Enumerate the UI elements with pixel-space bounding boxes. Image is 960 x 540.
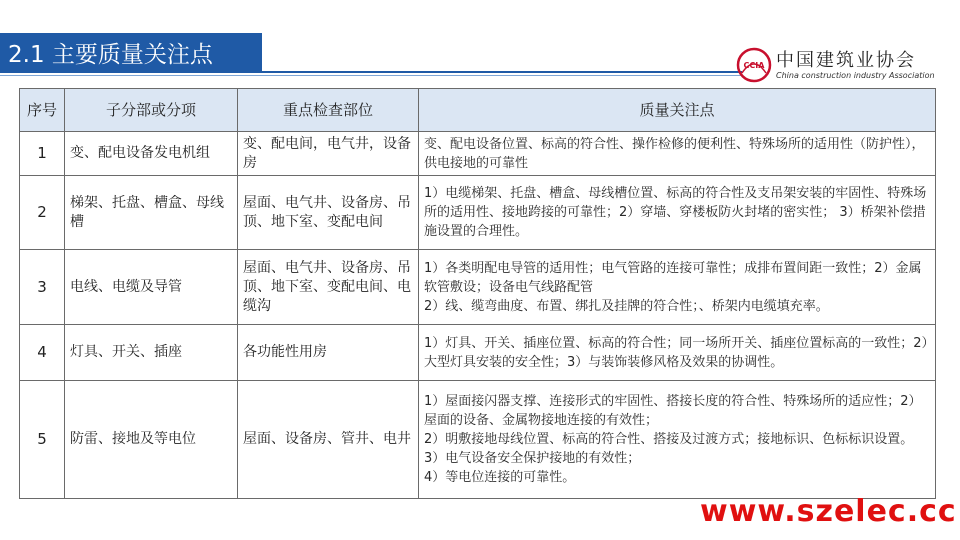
inspection-area: 屋面、电气井、设备房、吊顶、地下室、变配电间、电缆沟 (238, 250, 419, 325)
quality-point: 2）明敷接地母线位置、标高的符合性、搭接及过渡方式；接地标识、色标标识设置。 (424, 432, 914, 447)
page-title: 2.1 主要质量关注点 (8, 41, 213, 68)
svg-text:CCIA: CCIA (743, 61, 765, 70)
quality-points (419, 176, 936, 250)
watermark: www.szelec.cc (700, 494, 957, 529)
title-bar (0, 33, 262, 71)
subsection-name: 变、配电设备发电机组 (65, 132, 238, 176)
row-number: 5 (20, 381, 65, 499)
header-area: 重点检查部位 (238, 89, 419, 132)
inspection-area: 变、配电间，电气井，设备房 (238, 132, 419, 176)
row-number: 3 (20, 250, 65, 325)
inspection-area: 各功能性用房 (238, 325, 419, 381)
quality-point: 4）等电位连接的可靠性。 (424, 470, 576, 485)
quality-points (419, 132, 936, 176)
table-row (20, 381, 936, 499)
subsection-name: 灯具、开关、插座 (65, 325, 238, 381)
quality-point: 1）灯具、开关、插座位置、标高的符合性；同一场所开关、插座位置标高的一致性；2）大型灯具安装的安全性；3）与装饰装修风格及效果的协调性。 (424, 335, 929, 370)
title-underline-thin (0, 75, 742, 76)
quality-point: 2）线、缆弯曲度、布置、绑扎及挂牌的符合性；、桥架内电缆填充率。 (424, 298, 829, 314)
quality-table (19, 88, 936, 499)
quality-point: 1）屋面接闪器支撑、连接形式的牢固性、搭接长度的符合性、特殊场所的适应性；2）屋面的设备、金属物接地连接的有效性； (424, 394, 922, 428)
quality-point: 3）电气设备安全保护接地的有效性； (424, 451, 641, 466)
subsection-name: 梯架、托盘、槽盒、母线槽 (65, 176, 238, 250)
org-name: 中国建筑业协会 (776, 50, 916, 71)
inspection-area: 屋面、电气井、设备房、吊顶、地下室、变配电间 (238, 176, 419, 250)
subsection-name: 电线、电缆及导管 (65, 250, 238, 325)
header-num: 序号 (20, 89, 65, 132)
quality-points (419, 381, 936, 499)
quality-point: 变、配电设备位置、标高的符合性、操作检修的便利性、特殊场所的适用性（防护性），供电接地的可靠性 (424, 136, 925, 171)
ccia-logo (736, 47, 772, 83)
row-number: 1 (20, 132, 65, 176)
header-sub: 子分部或分项 (65, 89, 238, 132)
table-row (20, 325, 936, 381)
table-row (20, 176, 936, 250)
subsection-name: 防雷、接地及等电位 (65, 381, 238, 499)
table-header-row (20, 89, 936, 132)
table-row (20, 250, 936, 325)
quality-point: 1）各类明配电导管的适用性；电气管路的连接可靠性；成排布置间距一致性；2）金属软管敷设；设备电气线路配管 (424, 260, 922, 295)
title-underline (0, 71, 742, 73)
row-number: 4 (20, 325, 65, 381)
header-points: 质量关注点 (419, 89, 936, 132)
quality-point: 1）电缆梯架、托盘、槽盒、母线槽位置、标高的符合性及支吊架安装的牢固性、特殊场所的适用性、接地跨接的可靠性；2）穿墙、穿楼板防火封堵的密实性； 3）桥架补偿措施设置的合理性。 (424, 186, 927, 239)
table-row (20, 132, 936, 176)
inspection-area: 屋面、设备房、管井、电井 (238, 381, 419, 499)
row-number: 2 (20, 176, 65, 250)
quality-points (419, 250, 936, 325)
org-name-en: China construction industry Association (776, 71, 935, 80)
quality-points (419, 325, 936, 381)
